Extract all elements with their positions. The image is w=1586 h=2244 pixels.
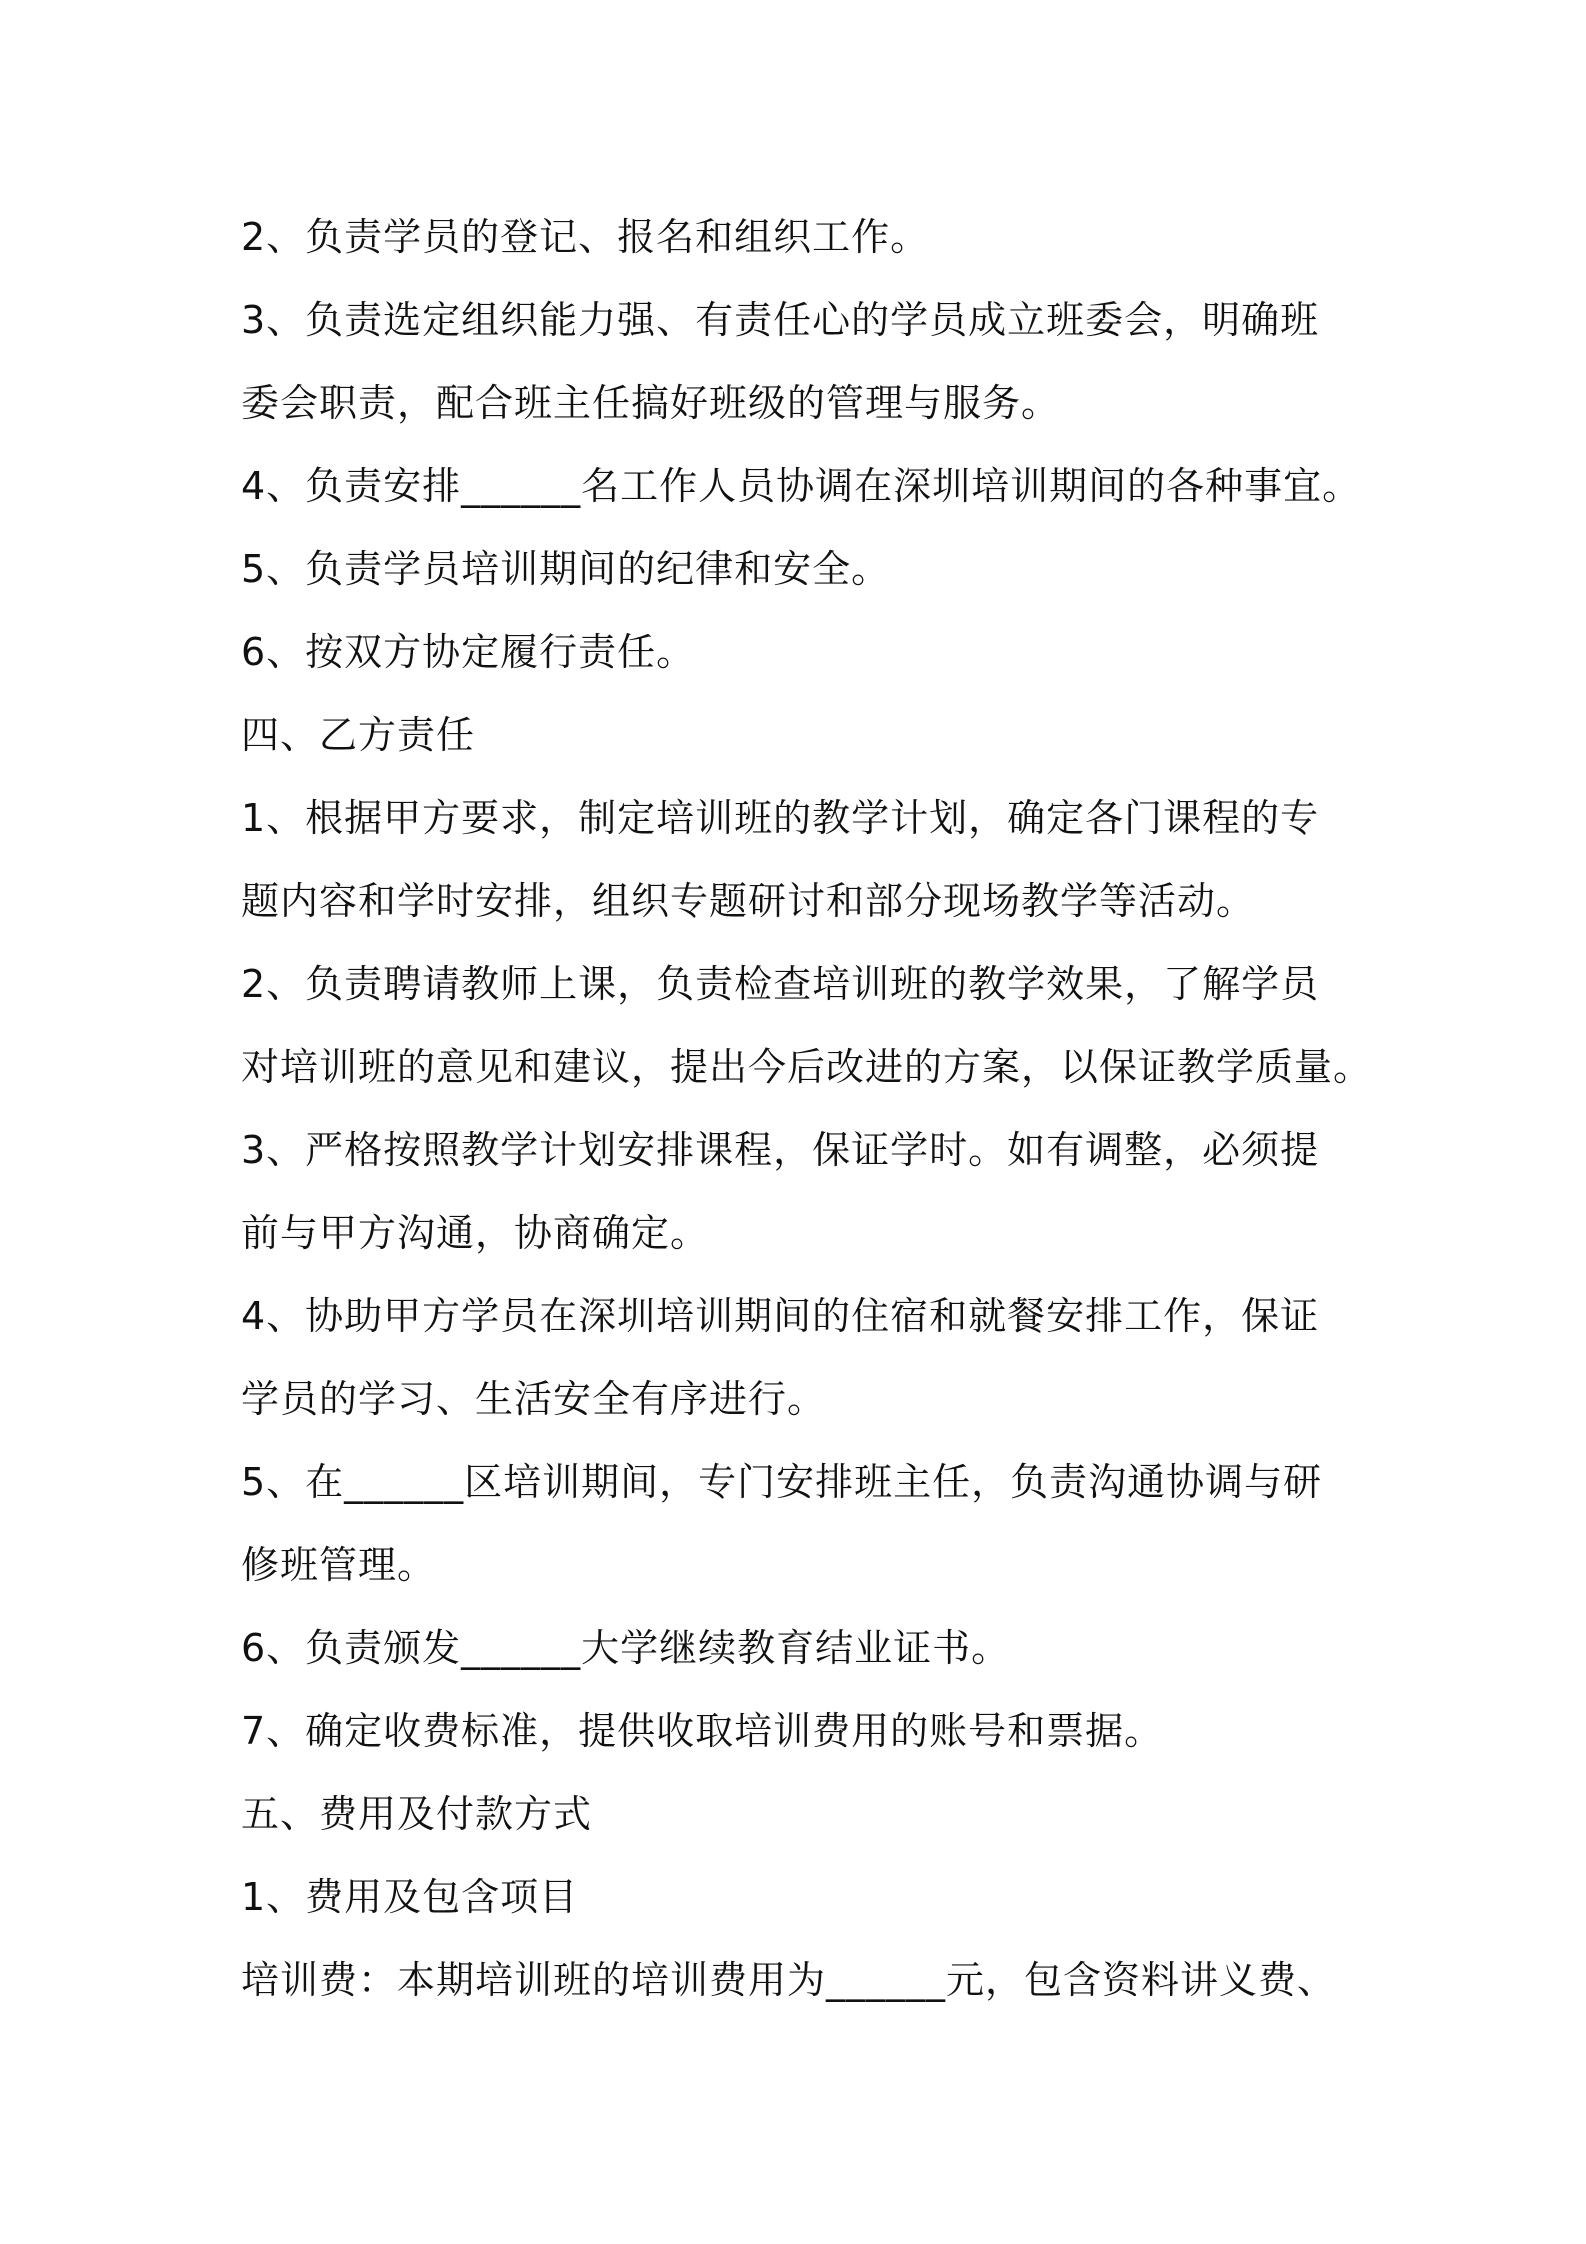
list-item-schedule-cont: 前与甲方沟通，协商确定。	[241, 1211, 710, 1255]
list-item-fees-standard: 7、确定收费标准，提供收取培训费用的账号和票据。	[241, 1709, 1164, 1753]
paragraph-training-fee: 培训费：本期培训班的培训费用为______元，包含资料讲义费、	[241, 1958, 1337, 2002]
list-item-class-committee: 3、负责选定组织能力强、有责任心的学员成立班委会，明确班	[241, 298, 1320, 342]
list-item-teaching-plan: 1、根据甲方要求，制定培训班的教学计划，确定各门课程的专	[241, 796, 1320, 840]
section-heading-fees: 五、费用及付款方式	[241, 1792, 593, 1836]
document-body	[241, 196, 1391, 2022]
list-item-discipline-safety: 5、负责学员培训期间的纪律和安全。	[241, 547, 891, 591]
list-item-teaching-plan-cont: 题内容和学时安排，组织专题研讨和部分现场教学等活动。	[241, 879, 1256, 923]
section-heading-party-b: 四、乙方责任	[241, 713, 476, 757]
subheading-fee-items: 1、费用及包含项目	[241, 1875, 579, 1919]
list-item-head-teacher-cont: 修班管理。	[241, 1543, 437, 1587]
list-item-accommodation-cont: 学员的学习、生活安全有序进行。	[241, 1377, 827, 1421]
list-item-registration: 2、负责学员的登记、报名和组织工作。	[241, 215, 930, 259]
list-item-class-committee-cont: 委会职责，配合班主任搞好班级的管理与服务。	[241, 381, 1061, 425]
list-item-head-teacher: 5、在______区培训期间，专门安排班主任，负责沟通协调与研	[241, 1460, 1323, 1504]
list-item-certificate: 6、负责颁发______大学继续教育结业证书。	[241, 1626, 1011, 1670]
list-item-staff-arrangement: 4、负责安排______名工作人员协调在深圳培训期间的各种事宜。	[241, 464, 1362, 508]
list-item-teachers: 2、负责聘请教师上课，负责检查培训班的教学效果，了解学员	[241, 962, 1320, 1006]
list-item-accommodation: 4、协助甲方学员在深圳培训期间的住宿和就餐安排工作，保证	[241, 1294, 1320, 1338]
list-item-agreement: 6、按双方协定履行责任。	[241, 630, 696, 674]
list-item-teachers-cont: 对培训班的意见和建议，提出今后改进的方案，以保证教学质量。	[241, 1045, 1373, 1089]
list-item-schedule: 3、严格按照教学计划安排课程，保证学时。如有调整，必须提	[241, 1128, 1320, 1172]
